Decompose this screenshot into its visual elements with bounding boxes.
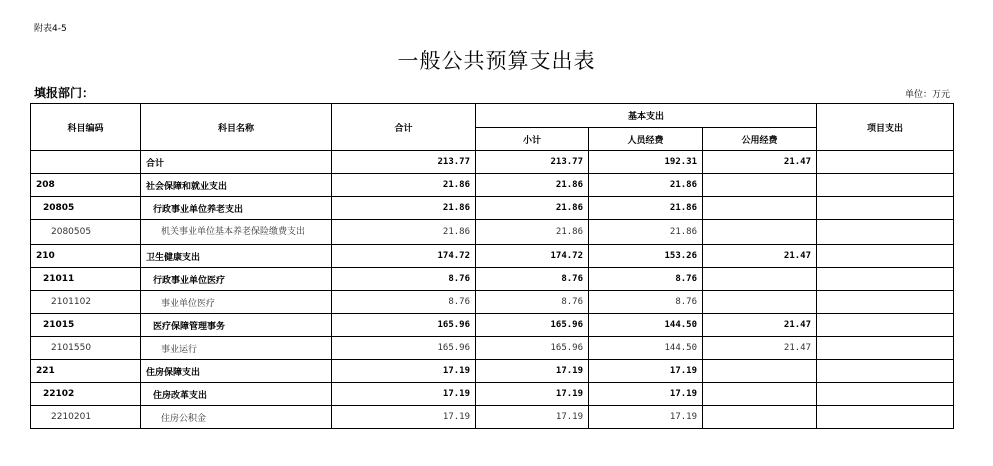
cell-name: 住房改革支出 (141, 383, 332, 406)
cell-name: 机关事业单位基本养老保险缴费支出 (141, 220, 332, 245)
table-row (31, 337, 954, 360)
cell-public: 21.47 (703, 337, 817, 360)
cell-name: 行政事业单位医疗 (141, 268, 332, 291)
cell-project (817, 268, 954, 291)
cell-project (817, 197, 954, 220)
cell-public (703, 383, 817, 406)
cell-personnel: 8.76 (589, 268, 703, 291)
header-basic: 基本支出 (476, 104, 817, 128)
cell-public (703, 291, 817, 314)
cell-total: 21.86 (332, 197, 476, 220)
table-row (31, 291, 954, 314)
cell-name: 医疗保障管理事务 (141, 314, 332, 337)
cell-project (817, 220, 954, 245)
cell-subtotal: 213.77 (476, 151, 589, 174)
cell-personnel: 21.86 (589, 197, 703, 220)
cell-public: 21.47 (703, 245, 817, 268)
cell-project (817, 383, 954, 406)
cell-subtotal: 165.96 (476, 314, 589, 337)
cell-personnel: 144.50 (589, 337, 703, 360)
cell-code: 2101102 (31, 291, 141, 314)
cell-code: 210 (31, 245, 141, 268)
dept-label: 填报部门： (34, 86, 95, 100)
table-row (31, 360, 954, 383)
header-total: 合计 (332, 104, 476, 151)
page-title: 一般公共预算支出表 (397, 49, 596, 73)
cell-subtotal: 8.76 (476, 268, 589, 291)
cell-total: 165.96 (332, 337, 476, 360)
cell-personnel: 17.19 (589, 383, 703, 406)
cell-name: 事业单位医疗 (141, 291, 332, 314)
cell-total: 8.76 (332, 291, 476, 314)
cell-total: 17.19 (332, 360, 476, 383)
cell-project (817, 174, 954, 197)
cell-project (817, 291, 954, 314)
cell-name: 社会保障和就业支出 (141, 174, 332, 197)
table-row (31, 220, 954, 245)
cell-project (817, 245, 954, 268)
table-row (31, 174, 954, 197)
table-row (31, 383, 954, 406)
cell-personnel: 8.76 (589, 291, 703, 314)
cell-public (703, 174, 817, 197)
cell-project (817, 151, 954, 174)
cell-project (817, 406, 954, 429)
cell-personnel: 153.26 (589, 245, 703, 268)
cell-personnel: 17.19 (589, 360, 703, 383)
cell-public (703, 268, 817, 291)
cell-subtotal: 21.86 (476, 197, 589, 220)
cell-project (817, 360, 954, 383)
cell-subtotal: 21.86 (476, 220, 589, 245)
header-subtotal: 小计 (476, 128, 589, 151)
table-row (31, 268, 954, 291)
unit-label: 单位：万元 (904, 90, 950, 100)
cell-code: 2210201 (31, 406, 141, 429)
cell-public (703, 197, 817, 220)
cell-total: 213.77 (332, 151, 476, 174)
cell-code: 21015 (31, 314, 141, 337)
cell-total: 17.19 (332, 383, 476, 406)
header-name: 科目名称 (141, 104, 332, 151)
table-row (31, 406, 954, 429)
cell-project (817, 314, 954, 337)
header-code: 科目编码 (31, 104, 141, 151)
cell-subtotal: 21.86 (476, 174, 589, 197)
cell-public (703, 360, 817, 383)
cell-total: 21.86 (332, 220, 476, 245)
cell-subtotal: 17.19 (476, 383, 589, 406)
cell-project (817, 337, 954, 360)
cell-code: 22102 (31, 383, 141, 406)
header-project: 项目支出 (817, 104, 954, 151)
table-row (31, 245, 954, 268)
cell-subtotal: 8.76 (476, 291, 589, 314)
table-row (31, 151, 954, 174)
cell-subtotal: 17.19 (476, 360, 589, 383)
cell-total: 174.72 (332, 245, 476, 268)
cell-name: 合计 (141, 151, 332, 174)
cell-public (703, 220, 817, 245)
cell-total: 21.86 (332, 174, 476, 197)
budget-table (30, 103, 954, 429)
cell-name: 行政事业单位养老支出 (141, 197, 332, 220)
cell-code: 2080505 (31, 220, 141, 245)
cell-name: 住房公积金 (141, 406, 332, 429)
cell-subtotal: 17.19 (476, 406, 589, 429)
cell-total: 17.19 (332, 406, 476, 429)
cell-total: 165.96 (332, 314, 476, 337)
cell-name: 事业运行 (141, 337, 332, 360)
cell-public: 21.47 (703, 151, 817, 174)
table-body (31, 151, 954, 429)
cell-code: 208 (31, 174, 141, 197)
appendix-label: 附表4-5 (34, 24, 67, 34)
header-public: 公用经费 (703, 128, 817, 151)
cell-name: 住房保障支出 (141, 360, 332, 383)
cell-code: 21011 (31, 268, 141, 291)
cell-personnel: 17.19 (589, 406, 703, 429)
cell-code: 2101550 (31, 337, 141, 360)
cell-personnel: 144.50 (589, 314, 703, 337)
cell-personnel: 21.86 (589, 220, 703, 245)
cell-subtotal: 174.72 (476, 245, 589, 268)
cell-code: 20805 (31, 197, 141, 220)
table-row (31, 314, 954, 337)
table-row (31, 197, 954, 220)
cell-code: 221 (31, 360, 141, 383)
cell-public (703, 406, 817, 429)
cell-total: 8.76 (332, 268, 476, 291)
cell-personnel: 192.31 (589, 151, 703, 174)
cell-code (31, 151, 141, 174)
cell-personnel: 21.86 (589, 174, 703, 197)
header-personnel: 人员经费 (589, 128, 703, 151)
cell-public: 21.47 (703, 314, 817, 337)
cell-subtotal: 165.96 (476, 337, 589, 360)
cell-name: 卫生健康支出 (141, 245, 332, 268)
